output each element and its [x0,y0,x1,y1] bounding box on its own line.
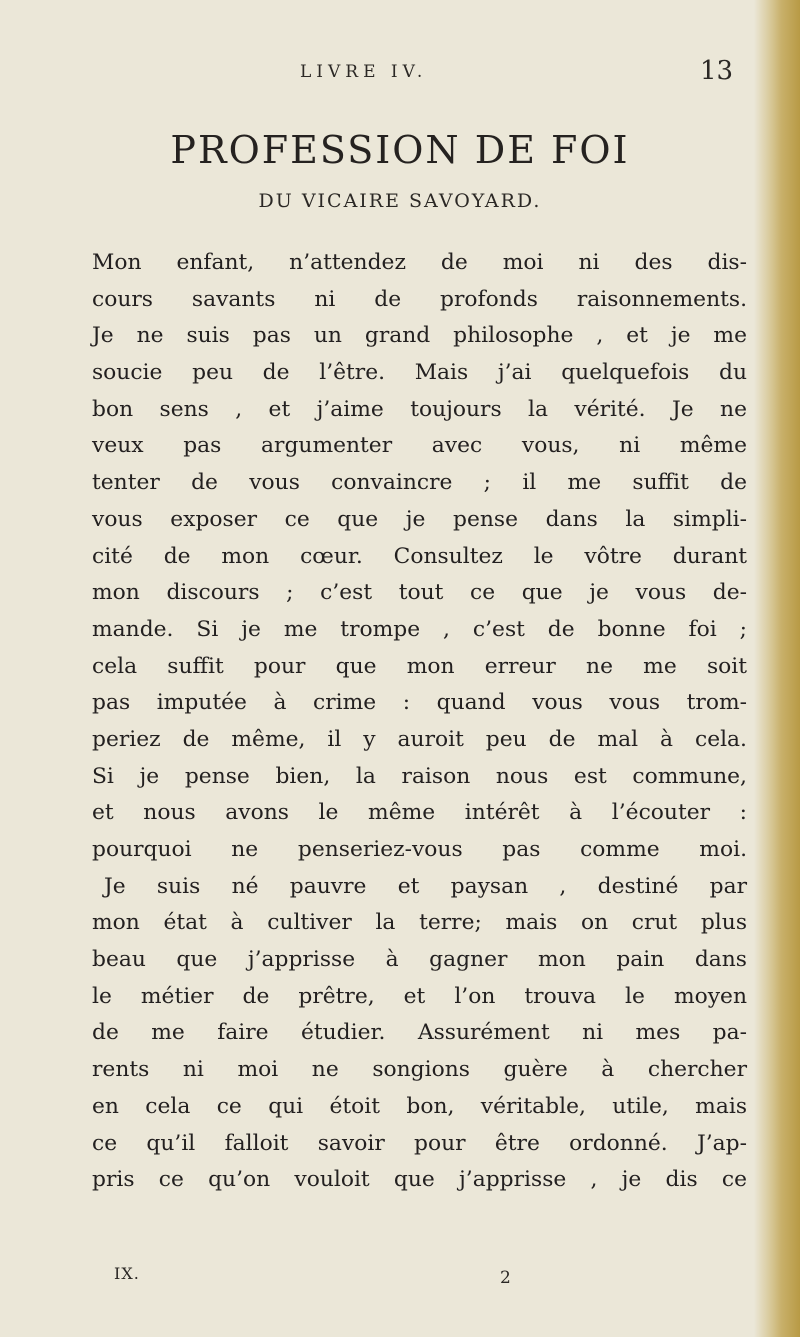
text-line: mon état à cultiver la terre; mais on crut plus [92,910,747,936]
page-number: 13 [700,56,734,86]
text-line: mande. Si je me trompe , c’est de bonne foi ; [92,616,747,642]
text-line: beau que j’apprisse à gagner mon pain dans [92,947,747,973]
text-line: en cela ce qui étoit bon, véritable, utile, mais [92,1093,747,1119]
text-line: Je ne suis pas un grand philosophe , et je me [92,323,747,349]
text-line: cela suffit pour que mon erreur ne me soit [92,653,747,679]
text-line: soucie peu de l’être. Mais j’ai quelquefois du [92,360,747,386]
text-line: ce qu’il falloit savoir pour être ordonné. J’ap- [92,1130,747,1156]
page-footer [0,1264,800,1294]
text-line: Mon enfant, n’attendez de moi ni des dis- [92,250,747,275]
text-line: Si je pense bien, la raison nous est commune, [92,763,747,789]
sheet-number: 2 [500,1268,511,1288]
chapter-title: PROFESSION DE FOI [170,128,630,172]
volume-signature: IX. [114,1264,140,1283]
text-line: tenter de vous convaincre ; il me suffit de [92,470,747,496]
text-line: pris ce qu’on vouloit que j’apprisse , je dis ce [92,1167,747,1193]
text-line: vous exposer ce que je pense dans la simpli- [92,506,747,532]
text-line: bon sens , et j’aime toujours la vérité. Je ne [92,396,747,422]
text-line: cité de mon cœur. Consultez le vôtre durant [92,543,747,569]
text-line: periez de même, il y auroit peu de mal à cela. [92,726,747,752]
body-text [92,245,747,1199]
text-line: rents ni moi ne songions guère à chercher [92,1057,747,1083]
text-line: et nous avons le même intérêt à l’écouter : [92,800,747,826]
text-line: pourquoi ne penseriez-vous pas comme moi. [92,837,747,862]
paragraph-start-line: Je suis né pauvre et paysan , destiné par [104,873,747,899]
text-line: cours savants ni de profonds raisonnements. [92,286,747,312]
text-line: de me faire étudier. Assurément ni mes pa- [92,1020,747,1046]
text-line: veux pas argumenter avec vous, ni même [92,433,747,459]
chapter-subtitle: DU VICAIRE SAVOYARD. [258,190,542,212]
running-header [0,56,800,90]
text-line: pas imputée à crime : quand vous vous trom- [92,690,747,716]
text-line: mon discours ; c’est tout ce que je vous de- [92,580,747,606]
running-title: LIVRE IV. [300,62,428,82]
text-line: le métier de prêtre, et l’on trouva le moyen [92,983,747,1009]
